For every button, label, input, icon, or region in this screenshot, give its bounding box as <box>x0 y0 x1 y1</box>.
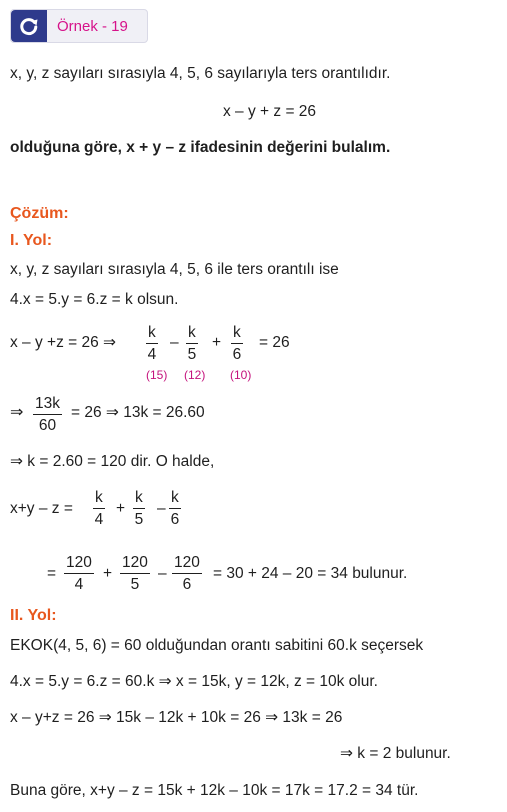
implies-arrow: ⇒ <box>10 404 24 421</box>
multiplier: (12) <box>184 368 206 382</box>
method-1-line-2: 4.x = 5.y = 6.z = k olsun. <box>10 291 179 308</box>
method-1-line-1: x, y, z sayıları sırasıyla 4, 5, 6 ile ters orantılı ise <box>10 261 339 278</box>
method-1-title: I. Yol: <box>10 232 53 249</box>
fraction-denominator: 60 <box>38 416 57 434</box>
fraction <box>93 490 105 527</box>
fraction-denominator: 4 <box>94 510 104 528</box>
fraction-denominator: 6 <box>232 345 242 363</box>
fraction <box>146 325 158 362</box>
fraction-denominator: 6 <box>170 510 180 528</box>
fraction-numerator: k <box>169 490 181 509</box>
fraction-denominator: 5 <box>187 345 197 363</box>
operator: + <box>103 565 113 582</box>
method-2-line-4: ⇒ k = 2 bulunur. <box>340 745 451 762</box>
fraction-denominator: 4 <box>147 345 157 363</box>
problem-question: olduğuna göre, x + y – z ifadesinin değerini bulalım. <box>10 139 391 156</box>
method-2-line-1: EKOK(4, 5, 6) = 60 olduğundan orantı sabitini 60.k seçersek <box>10 637 424 654</box>
multiplier: (15) <box>146 368 168 382</box>
fraction-numerator: k <box>146 325 158 344</box>
method-2-title: II. Yol: <box>10 607 57 624</box>
method-1-line-6-left: x+y – z = <box>10 500 73 517</box>
fraction-numerator: k <box>231 325 243 344</box>
fraction <box>172 555 202 592</box>
problem-line-1: x, y, z sayıları sırasıyla 4, 5, 6 sayılarıyla ters orantılıdır. <box>10 65 391 82</box>
method-1-line-5: ⇒ k = 2.60 = 120 dir. O halde, <box>10 453 215 470</box>
fraction <box>64 555 94 592</box>
example-label: Örnek - 19 <box>57 18 128 35</box>
equals-sign: = <box>47 565 57 582</box>
method-2-line-3: x – y+z = 26 ⇒ 15k – 12k + 10k = 26 ⇒ 13k = 26 <box>10 709 343 726</box>
method-2-line-2: 4.x = 5.y = 6.z = 60.k ⇒ x = 15k, y = 12k, z = 10k olur. <box>10 673 378 690</box>
operator: + <box>116 500 126 517</box>
fraction-denominator: 6 <box>182 575 192 593</box>
operator: – <box>170 334 179 351</box>
fraction <box>186 325 198 362</box>
method-1-line-4-right: = 26 ⇒ 13k = 26.60 <box>71 404 205 421</box>
solution-title: Çözüm: <box>10 205 69 222</box>
fraction <box>231 325 243 362</box>
operator: + <box>212 334 222 351</box>
multiplier: (10) <box>230 368 252 382</box>
fraction-numerator: 13k <box>33 396 62 415</box>
fraction <box>120 555 150 592</box>
fraction-numerator: 120 <box>120 555 150 574</box>
fraction-numerator: k <box>186 325 198 344</box>
operator: – <box>157 500 166 517</box>
fraction-numerator: k <box>93 490 105 509</box>
fraction-numerator: 120 <box>64 555 94 574</box>
fraction <box>133 490 145 527</box>
method-1-line-3-left: x – y +z = 26 ⇒ <box>10 334 117 351</box>
fraction <box>169 490 181 527</box>
fraction-numerator: k <box>133 490 145 509</box>
fraction-denominator: 5 <box>134 510 144 528</box>
method-2-line-5: Buna göre, x+y – z = 15k + 12k – 10k = 17k = 17.2 = 34 tür. <box>10 782 419 799</box>
refresh-icon <box>11 10 47 42</box>
fraction <box>33 396 62 433</box>
fraction-denominator: 5 <box>130 575 140 593</box>
example-badge <box>10 9 148 43</box>
fraction-denominator: 4 <box>74 575 84 593</box>
problem-equation: x – y + z = 26 <box>223 103 317 120</box>
method-1-line-3-right: = 26 <box>259 334 290 351</box>
operator: – <box>158 565 167 582</box>
fraction-numerator: 120 <box>172 555 202 574</box>
method-1-line-7-right: = 30 + 24 – 20 = 34 bulunur. <box>213 565 408 582</box>
